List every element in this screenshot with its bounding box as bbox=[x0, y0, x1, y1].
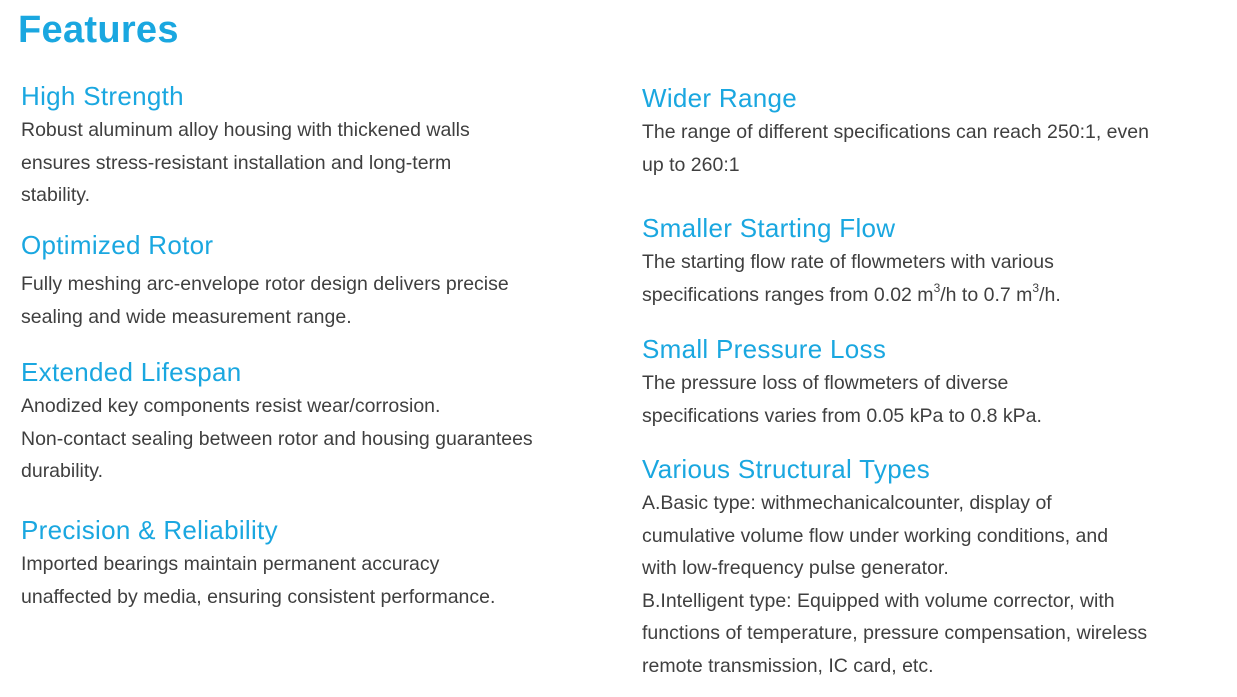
description-line: ensures stress-resistant installation and long-term bbox=[21, 151, 452, 174]
feature-description bbox=[642, 367, 1222, 432]
feature-description bbox=[21, 114, 601, 212]
description-line: Non-contact sealing between rotor and housing guarantees bbox=[21, 427, 533, 450]
description-line: stability. bbox=[21, 184, 90, 206]
description-line: The range of different specifications can reach 250:1, even bbox=[642, 121, 1149, 143]
feature-title: Optimized Rotor bbox=[21, 230, 214, 260]
superscript-exponent: 3 bbox=[1032, 281, 1040, 295]
feature-precision-reliability bbox=[21, 514, 601, 613]
description-line: sealing and wide measurement range. bbox=[21, 305, 352, 328]
feature-optimized-rotor bbox=[21, 229, 601, 333]
feature-smaller-starting-flow bbox=[642, 212, 1222, 311]
feature-high-strength bbox=[21, 80, 601, 212]
description-line: Robust aluminum alloy housing with thickened walls bbox=[21, 119, 470, 141]
description-line: up to 260:1 bbox=[642, 153, 740, 176]
feature-description bbox=[642, 246, 1222, 311]
description-line: with low-frequency pulse generator. bbox=[642, 557, 949, 579]
page-title: Features bbox=[18, 9, 179, 51]
feature-title: Precision & Reliability bbox=[21, 515, 278, 545]
flow-text: specifications ranges from 0.02 m bbox=[642, 283, 934, 306]
description-line: Imported bearings maintain permanent accuracy bbox=[21, 553, 440, 575]
description-line: The pressure loss of flowmeters of diverse bbox=[642, 372, 1009, 394]
description-line: Anodized key components resist wear/corrosion. bbox=[21, 395, 441, 417]
feature-title: Small Pressure Loss bbox=[642, 334, 887, 364]
feature-description bbox=[642, 116, 1222, 181]
superscript-exponent: 3 bbox=[933, 281, 941, 295]
feature-wider-range bbox=[642, 82, 1222, 181]
feature-title: Extended Lifespan bbox=[21, 357, 242, 387]
flow-text: /h to 0.7 m bbox=[940, 283, 1033, 306]
description-line: specifications varies from 0.05 kPa to 0.8 kPa. bbox=[642, 404, 1042, 427]
feature-title: High Strength bbox=[21, 81, 184, 111]
feature-small-pressure-loss bbox=[642, 333, 1222, 432]
feature-title: Various Structural Types bbox=[642, 454, 931, 484]
description-line: functions of temperature, pressure compensation, wireless bbox=[642, 622, 1148, 644]
feature-title: Wider Range bbox=[642, 83, 798, 113]
feature-description bbox=[21, 548, 601, 613]
description-line: B.Intelligent type: Equipped with volume corrector, with bbox=[642, 589, 1115, 612]
description-line: unaffected by media, ensuring consistent performance. bbox=[21, 585, 496, 608]
feature-description bbox=[21, 390, 601, 488]
description-line: durability. bbox=[21, 460, 104, 482]
description-line: cumulative volume flow under working conditions, and bbox=[642, 524, 1109, 547]
feature-various-structural-types bbox=[642, 453, 1222, 682]
flow-text: /h. bbox=[1039, 283, 1061, 306]
feature-description bbox=[21, 268, 601, 333]
description-line-flow bbox=[642, 279, 1222, 312]
feature-description bbox=[642, 487, 1222, 682]
feature-extended-lifespan bbox=[21, 356, 601, 488]
description-line: Fully meshing arc-envelope rotor design delivers precise bbox=[21, 273, 509, 295]
feature-title: Smaller Starting Flow bbox=[642, 213, 896, 243]
description-line: A.Basic type: withmechanicalcounter, display of bbox=[642, 492, 1052, 514]
description-line: remote transmission, IC card, etc. bbox=[642, 654, 934, 677]
description-line: The starting flow rate of flowmeters with various bbox=[642, 251, 1054, 273]
